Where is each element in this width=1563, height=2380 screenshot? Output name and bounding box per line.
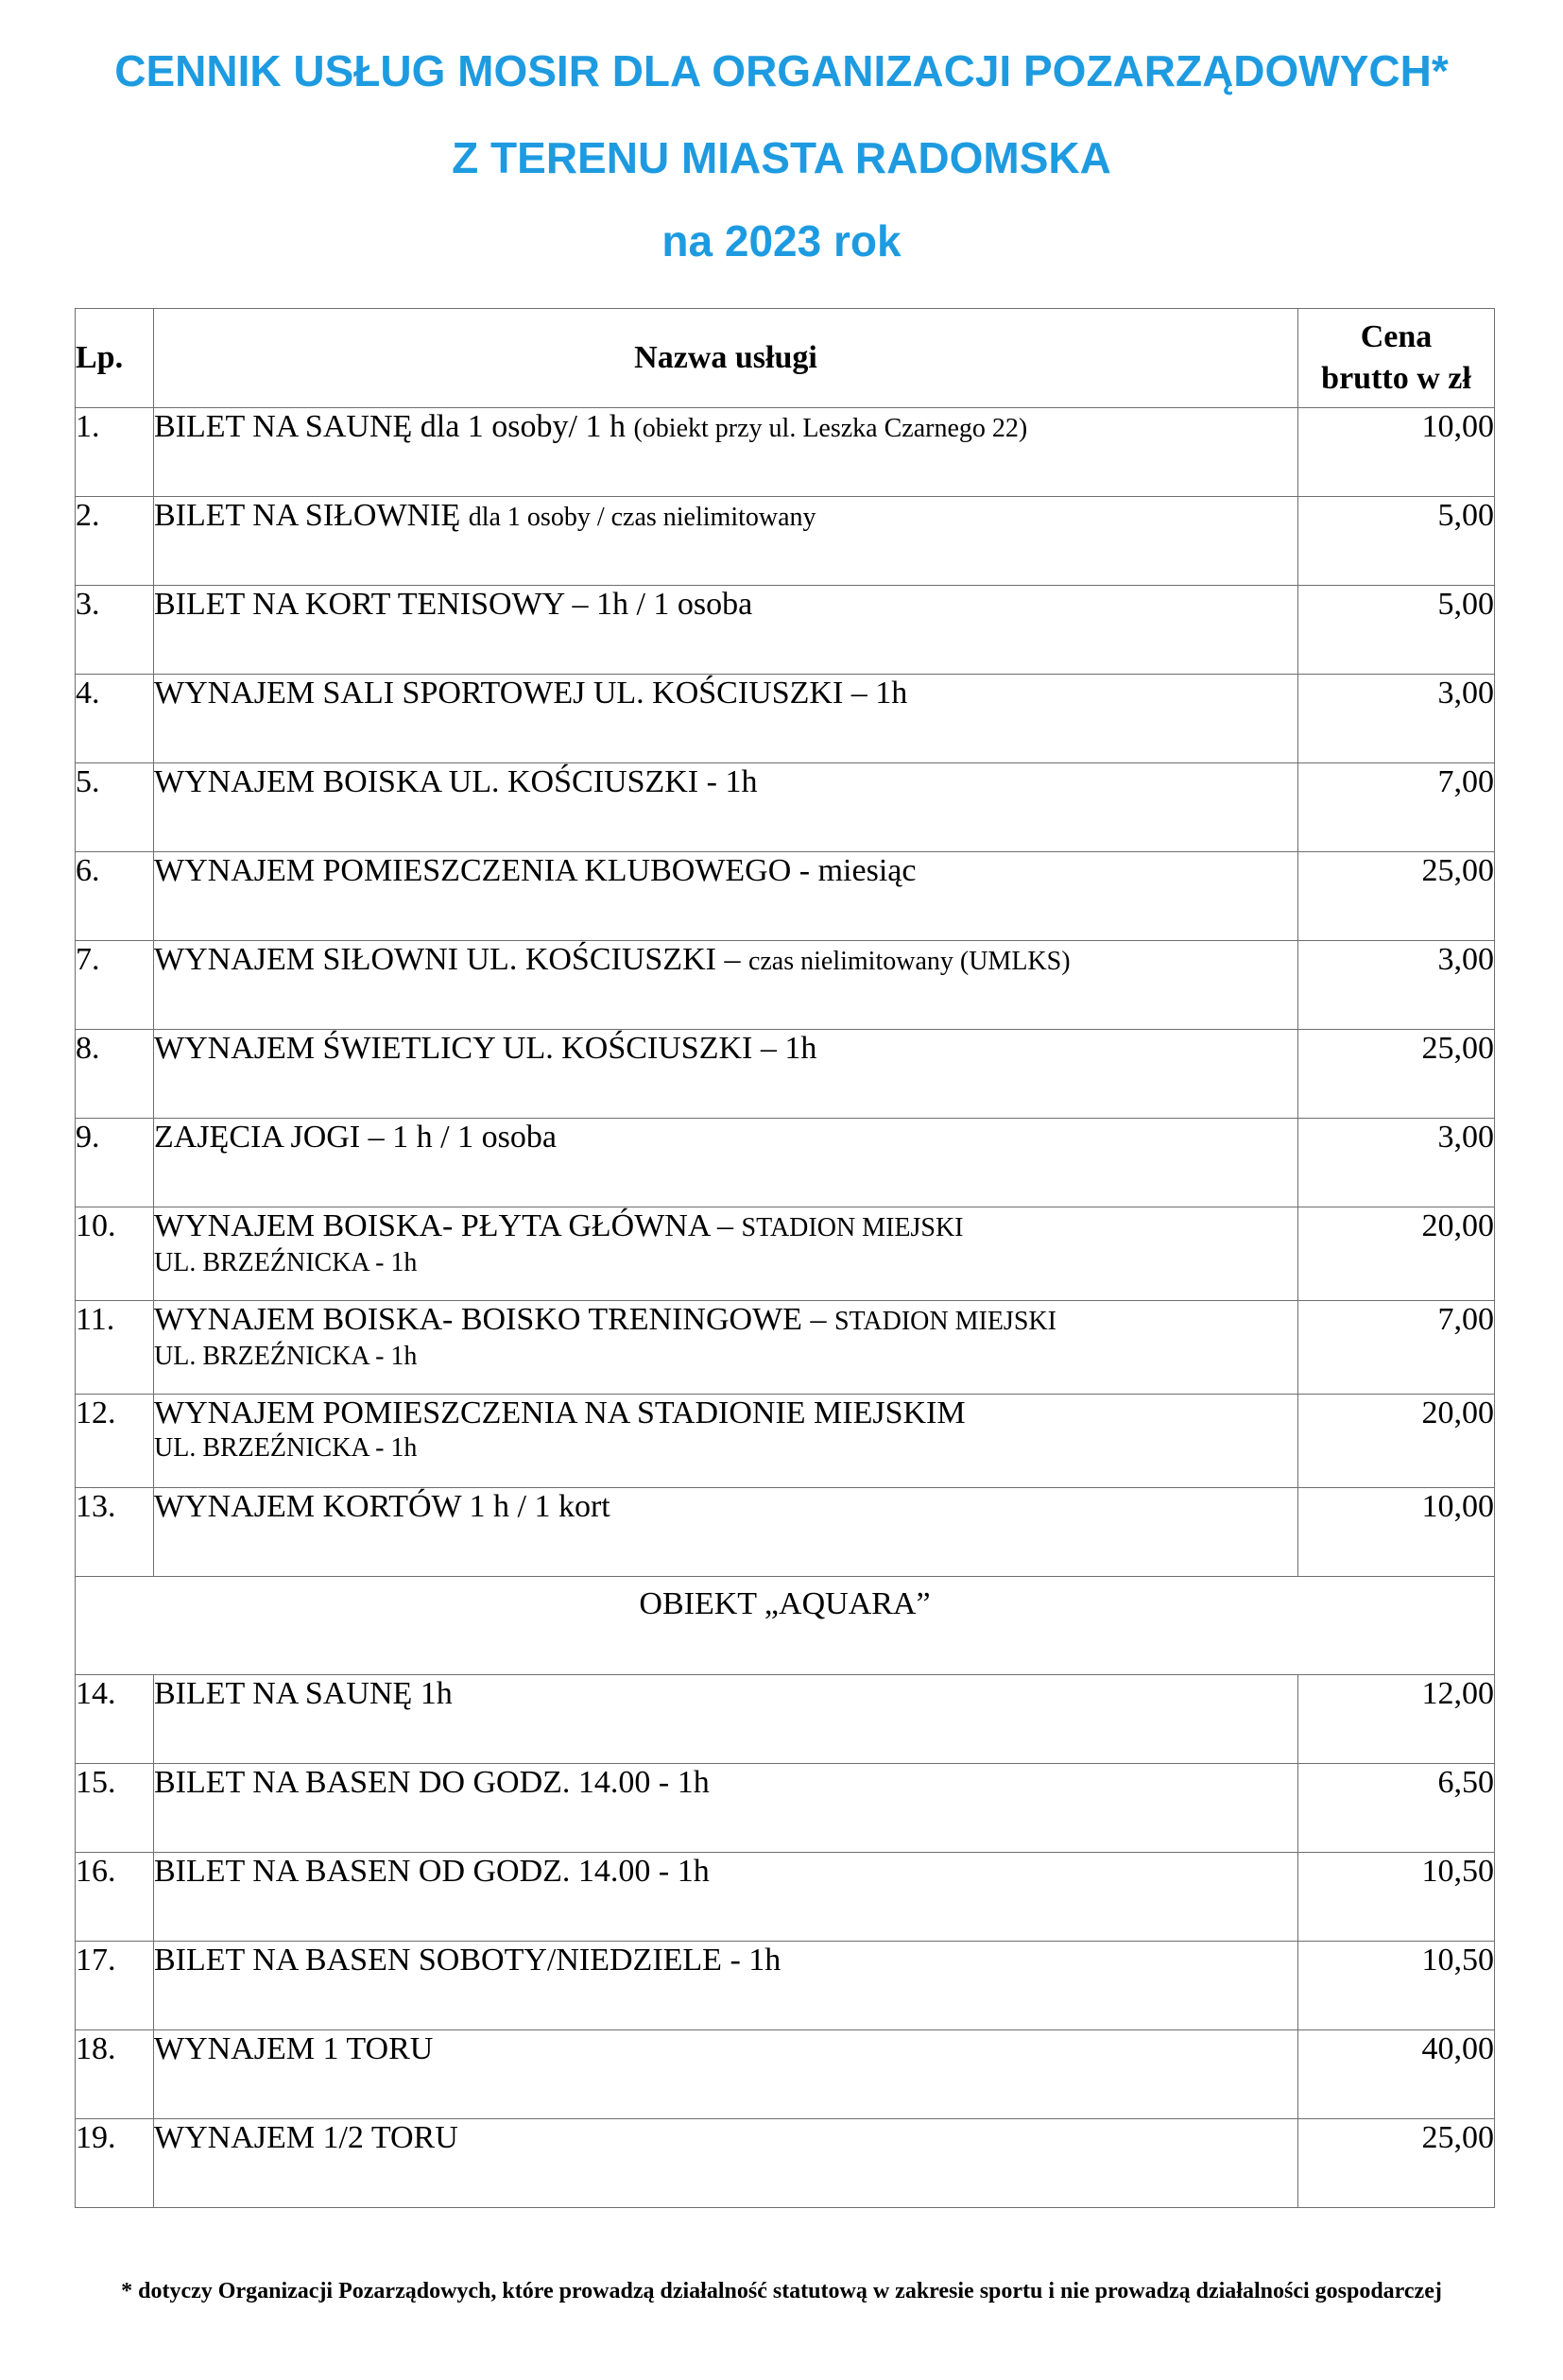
service-price: 12,00 <box>1298 1675 1495 1764</box>
table-row <box>76 1207 1495 1301</box>
row-number: 12. <box>76 1395 154 1488</box>
service-name: BILET NA BASEN DO GODZ. 14.00 - 1h <box>154 1765 710 1800</box>
row-number: 14. <box>76 1675 154 1764</box>
service-name: WYNAJEM POMIESZCZENIA NA STADIONIE MIEJSKIM <box>154 1395 966 1430</box>
section-label: OBIEKT „AQUARA” <box>76 1577 1495 1675</box>
price-table <box>75 308 1495 2208</box>
page-year: na 2023 rok <box>661 216 902 265</box>
service-name: WYNAJEM BOISKA- BOISKO TRENINGOWE – <box>154 1302 827 1337</box>
table-row <box>76 852 1495 941</box>
table-row <box>76 1853 1495 1942</box>
header-name: Nazwa usługi <box>154 309 1298 408</box>
service-price: 3,00 <box>1298 675 1495 763</box>
row-number: 16. <box>76 1853 154 1942</box>
row-number: 18. <box>76 2030 154 2119</box>
service-name-cell <box>154 1764 1298 1853</box>
service-price: 5,00 <box>1298 497 1495 586</box>
service-name: WYNAJEM BOISKA- PŁYTA GŁÓWNA – <box>154 1208 734 1243</box>
table-row <box>76 2030 1495 2119</box>
section-row <box>76 1577 1495 1675</box>
service-note: czas nielimitowany (UMLKS) <box>747 947 1071 976</box>
service-price: 10,50 <box>1298 1853 1495 1942</box>
service-price: 3,00 <box>1298 1119 1495 1207</box>
service-name-cell <box>154 1207 1298 1301</box>
table-row <box>76 1030 1495 1119</box>
service-name-cell <box>154 1488 1298 1577</box>
table-row <box>76 1301 1495 1395</box>
table-row <box>76 1942 1495 2030</box>
row-number: 8. <box>76 1030 154 1119</box>
service-price: 6,50 <box>1298 1764 1495 1853</box>
page-subtitle: Z TERENU MIASTA RADOMSKA <box>452 133 1111 182</box>
service-name: WYNAJEM SALI SPORTOWEJ UL. KOŚCIUSZKI – 1h <box>154 676 908 711</box>
service-price: 25,00 <box>1298 852 1495 941</box>
service-price: 7,00 <box>1298 1301 1495 1395</box>
service-name: BILET NA SIŁOWNIĘ <box>154 498 461 533</box>
page-title: CENNIK USŁUG MOSIR DLA ORGANIZACJI POZARZĄDOWYCH* <box>114 46 1449 95</box>
service-name-cell <box>154 497 1298 586</box>
service-price: 7,00 <box>1298 763 1495 852</box>
price-table-body <box>76 408 1495 2208</box>
row-number: 1. <box>76 408 154 497</box>
service-name-cell <box>154 852 1298 941</box>
table-row <box>76 1764 1495 1853</box>
table-row <box>76 1119 1495 1207</box>
service-name: BILET NA SAUNĘ dla 1 osoby/ 1 h <box>154 409 626 444</box>
service-name-cell <box>154 586 1298 675</box>
service-price: 25,00 <box>1298 2119 1495 2208</box>
row-number: 7. <box>76 941 154 1030</box>
service-name-cell <box>154 941 1298 1030</box>
service-name-cell <box>154 1853 1298 1942</box>
row-number: 13. <box>76 1488 154 1577</box>
service-name-cell <box>154 2119 1298 2208</box>
service-price: 20,00 <box>1298 1395 1495 1488</box>
service-name-cell <box>154 1942 1298 2030</box>
service-name-cell <box>154 2030 1298 2119</box>
service-price: 10,50 <box>1298 1942 1495 2030</box>
service-name-cell <box>154 675 1298 763</box>
service-price: 40,00 <box>1298 2030 1495 2119</box>
row-number: 3. <box>76 586 154 675</box>
table-row <box>76 1675 1495 1764</box>
service-name: WYNAJEM POMIESZCZENIA KLUBOWEGO - miesiąc <box>154 853 917 888</box>
table-row <box>76 586 1495 675</box>
service-price: 25,00 <box>1298 1030 1495 1119</box>
row-number: 17. <box>76 1942 154 2030</box>
header-price <box>1298 309 1495 408</box>
table-row <box>76 763 1495 852</box>
service-name: WYNAJEM KORTÓW 1 h / 1 kort <box>154 1489 610 1524</box>
row-number: 2. <box>76 497 154 586</box>
service-name-cell <box>154 1030 1298 1119</box>
service-note: STADION MIEJSKI <box>741 1213 964 1242</box>
table-row <box>76 497 1495 586</box>
footnote: * dotyczy Organizacji Pozarządowych, które prowadzą działalność statutową w zakresie sportu i nie prowadzą działalności gospodarczej <box>121 2279 1442 2303</box>
service-location: UL. BRZEŹNICKA - 1h <box>154 1433 418 1463</box>
service-location: UL. BRZEŹNICKA - 1h <box>154 1248 418 1277</box>
table-row <box>76 675 1495 763</box>
service-name-cell <box>154 1119 1298 1207</box>
service-note: (obiekt przy ul. Leszka Czarnego 22) <box>633 414 1028 443</box>
service-price: 20,00 <box>1298 1207 1495 1301</box>
table-row <box>76 941 1495 1030</box>
row-number: 4. <box>76 675 154 763</box>
service-name: BILET NA KORT TENISOWY – 1h / 1 osoba <box>154 587 753 622</box>
row-number: 15. <box>76 1764 154 1853</box>
service-name-cell <box>154 763 1298 852</box>
table-row <box>76 408 1495 497</box>
table-header-row <box>76 309 1495 408</box>
header-lp: Lp. <box>76 309 154 408</box>
row-number: 6. <box>76 852 154 941</box>
service-name: WYNAJEM ŚWIETLICY UL. KOŚCIUSZKI – 1h <box>154 1031 817 1066</box>
row-number: 11. <box>76 1301 154 1395</box>
row-number: 19. <box>76 2119 154 2208</box>
service-name-cell <box>154 1395 1298 1488</box>
table-row <box>76 1395 1495 1488</box>
service-name: WYNAJEM 1/2 TORU <box>154 2120 458 2155</box>
service-price: 3,00 <box>1298 941 1495 1030</box>
service-name-cell <box>154 1301 1298 1395</box>
service-price: 5,00 <box>1298 586 1495 675</box>
service-name: WYNAJEM 1 TORU <box>154 2031 434 2066</box>
header-price-line2: brutto w zł <box>1321 361 1471 396</box>
service-price: 10,00 <box>1298 408 1495 497</box>
table-row <box>76 1488 1495 1577</box>
service-name: WYNAJEM SIŁOWNI UL. KOŚCIUSZKI – <box>154 942 741 977</box>
row-number: 10. <box>76 1207 154 1301</box>
service-name: BILET NA BASEN OD GODZ. 14.00 - 1h <box>154 1854 710 1889</box>
service-name-cell <box>154 1675 1298 1764</box>
service-note: dla 1 osoby / czas nielimitowany <box>468 503 816 532</box>
service-name: BILET NA BASEN SOBOTY/NIEDZIELE - 1h <box>154 1943 782 1978</box>
service-name-cell <box>154 408 1298 497</box>
service-name: WYNAJEM BOISKA UL. KOŚCIUSZKI - 1h <box>154 764 758 799</box>
service-price: 10,00 <box>1298 1488 1495 1577</box>
service-location: UL. BRZEŹNICKA - 1h <box>154 1342 418 1371</box>
header-price-line1: Cena <box>1360 319 1433 354</box>
row-number: 9. <box>76 1119 154 1207</box>
service-name: ZAJĘCIA JOGI – 1 h / 1 osoba <box>154 1120 557 1155</box>
service-note: STADION MIEJSKI <box>833 1307 1056 1336</box>
row-number: 5. <box>76 763 154 852</box>
service-name: BILET NA SAUNĘ 1h <box>154 1676 453 1711</box>
table-row <box>76 2119 1495 2208</box>
